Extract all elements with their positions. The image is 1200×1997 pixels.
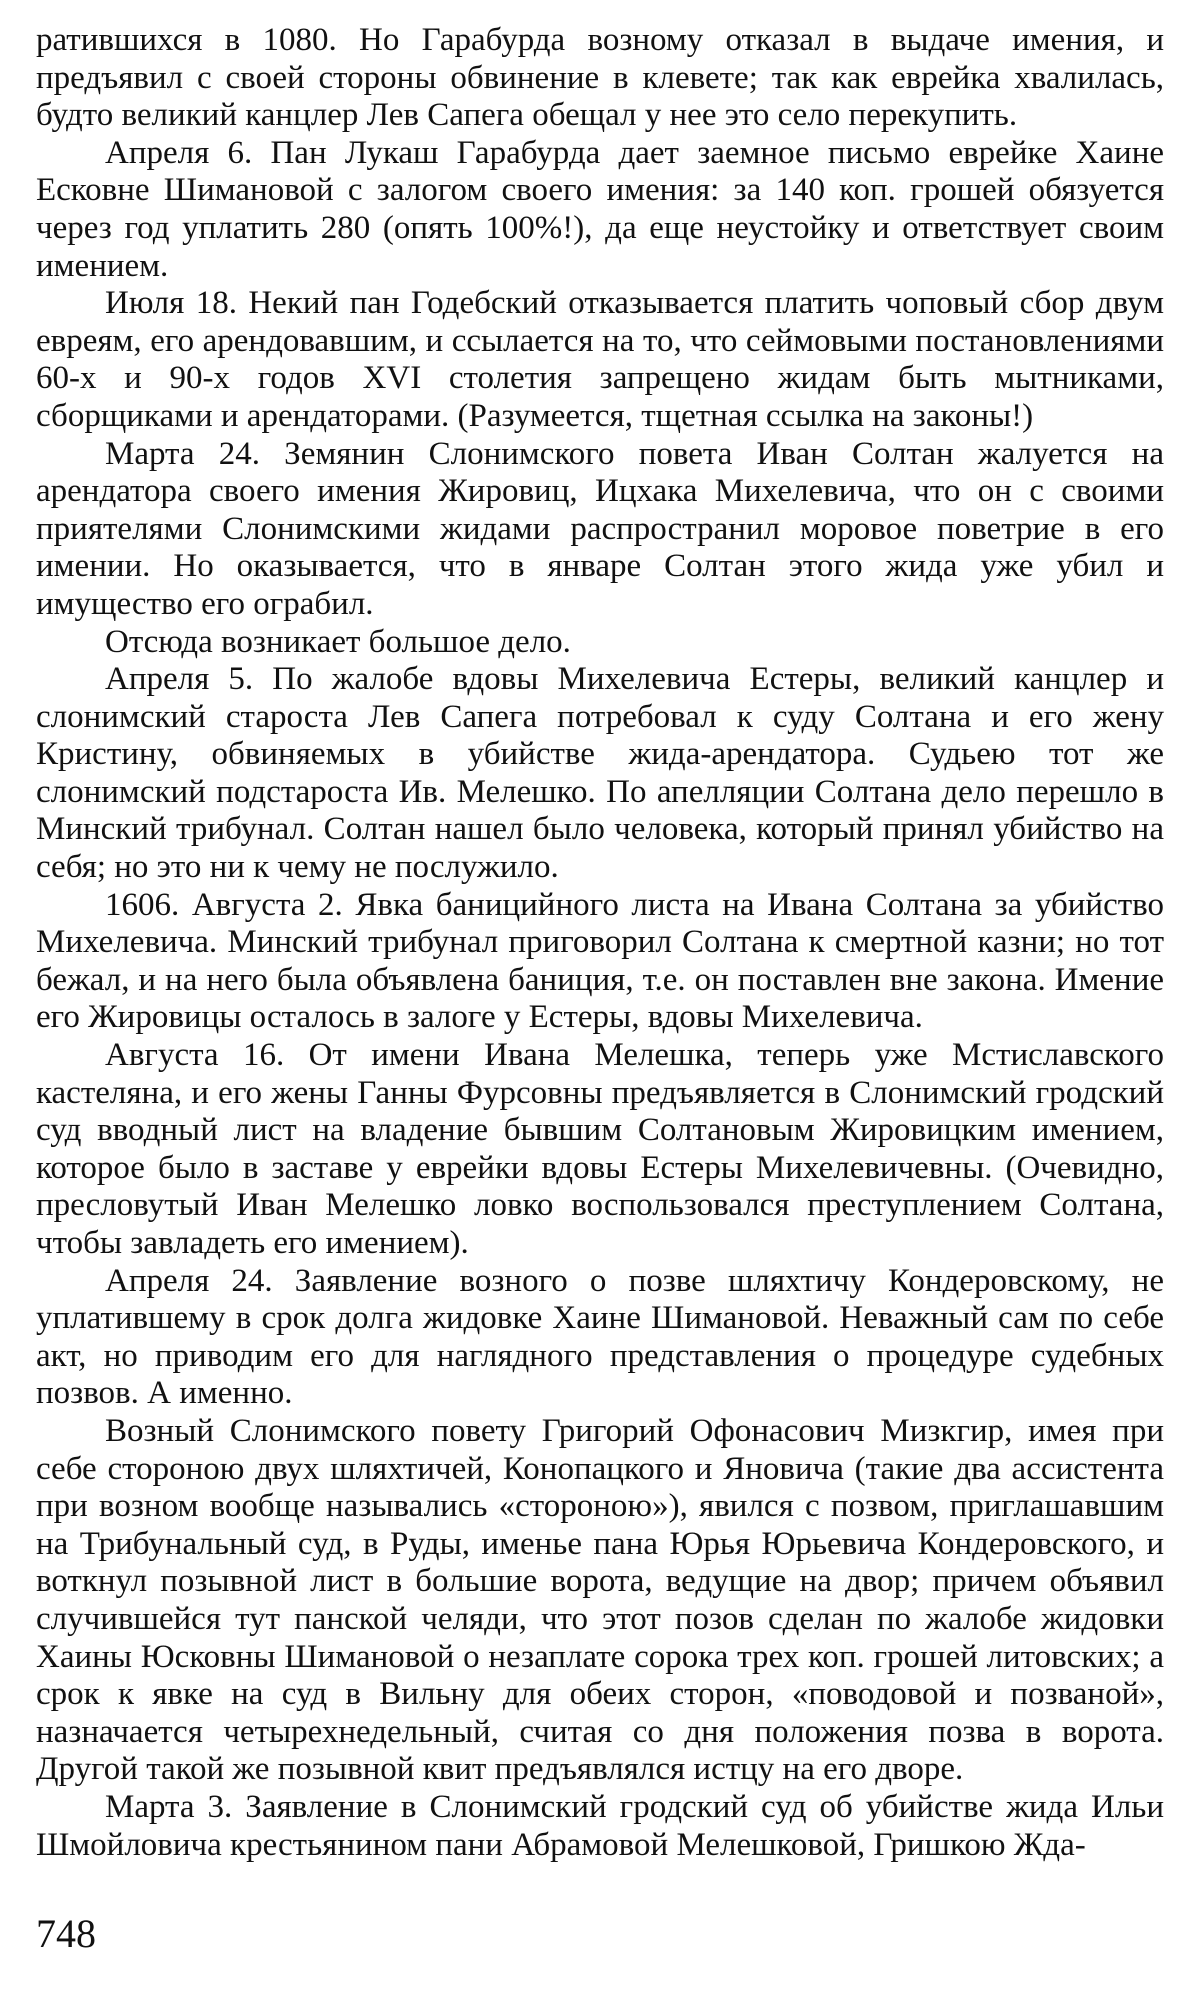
paragraph-10: Возный Слонимского повету Григорий Офонасович Мизкгир, имея при себе стороною двух шляхтичей, Конопацкого и Яновича (такие два ассистента при возном вообще назывались «стороною»), явился с позвом, приглашавшим на Трибунальный суд, в Руды, именье пана Юрья Юрьевича Кондеровского, и воткнул позывной лист в большие ворота, ведущие на двор; причем объявил случившейся тут панской челяди, что этот позов сделан по жалобе жидовки Хаины Юсковны Шимановой о незаплате сорока трех коп. грошей литовских; а срок к явке на суд в Вильну для обеих сторон, «поводовой и позваной», назначается четырехнедельный, считая со дня положения позва в ворота. Другой такой же позывной квит предъявлялся истцу на его дворе. xyxy=(36,1412,1164,1788)
paragraph-2: Апреля 6. Пан Лукаш Гарабурда дает заемное письмо еврейке Хаине Есковне Шимановой с залогом своего имения: за 140 коп. грошей обязуется через год уплатить 280 (опять 100%!), да еще неустойку и ответствует своим имением. xyxy=(36,134,1164,284)
paragraph-9: Апреля 24. Заявление возного о позве шляхтичу Кондеровскому, не уплатившему в срок долга жидовке Хаине Шимановой. Неважный сам по себе акт, но приводим его для наглядного представления о процедуре судебных позвов. А именно. xyxy=(36,1262,1164,1412)
paragraph-4: Марта 24. Земянин Слонимского повета Иван Солтан жалуется на арендатора своего имения Жировиц, Ицхака Михелевича, что он с своими приятелями Слонимскими жидами распространил моровое поветрие в его имении. Но оказывается, что в январе Солтан этого жида уже убил и имущество его ограбил. xyxy=(36,435,1164,622)
paragraph-5: Отсюда возникает большое дело. xyxy=(105,623,571,660)
paragraph-6: Апреля 5. По жалобе вдовы Михелевича Естеры, великий канцлер и слонимский староста Лев Сапега потребовал к суду Солтана и его жену Кристину, обвиняемых в убийстве жида-арендатора. Судьею тот же слонимский подстароста Ив. Мелешко. По апелляции Солтана дело перешло в Минский трибунал. Солтан нашел было человека, который принял убийство на себя; но это ни к чему не послужило. xyxy=(36,661,1164,886)
paragraph-11: Марта 3. Заявление в Слонимский гродский суд об убийстве жида Ильи Шмойловича крестьянином пани Абрамовой Мелешковой, Гришкою Жда- xyxy=(36,1788,1164,1863)
page-number: 748 xyxy=(36,1911,96,1956)
paragraph-1: ратившихся в 1080. Но Гарабурда возному отказал в выдаче имения, и предъявил с своей стороны обвинение в клевете; так как еврейка хвалилась, будто великий канцлер Лев Сапега обещал у нее это село перекупить. xyxy=(36,22,1164,134)
page-body xyxy=(36,22,1164,1864)
paragraph-7: 1606. Августа 2. Явка баницийного листа на Ивана Солтана за убийство Михелевича. Минский трибунал приговорил Солтана к смертной казни; но тот бежал, и на него была объявлена баниция, т.е. он поставлен вне закона. Имение его Жировицы осталось в залоге у Естеры, вдовы Михелевича. xyxy=(36,886,1164,1036)
paragraph-3: Июля 18. Некий пан Годебский отказывается платить чоповый сбор двум евреям, его арендовавшим, и ссылается на то, что сеймовыми постановлениями 60-х и 90-х годов XVI столетия запрещено жидам быть мытниками, сборщиками и арендаторами. (Разумеется, тщетная ссылка на законы!) xyxy=(36,285,1164,434)
paragraph-8: Августа 16. От имени Ивана Мелешка, теперь уже Мстиславского кастеляна, и его жены Ганны Фурсовны предъявляется в Слонимский гродский суд вводный лист на владение бывшим Солтановым Жировицким имением, которое было в заставе у еврейки вдовы Естеры Михелевичевны. (Очевидно, пресловутый Иван Мелешко ловко воспользовался преступлением Солтана, чтобы завладеть его имением). xyxy=(36,1037,1164,1261)
